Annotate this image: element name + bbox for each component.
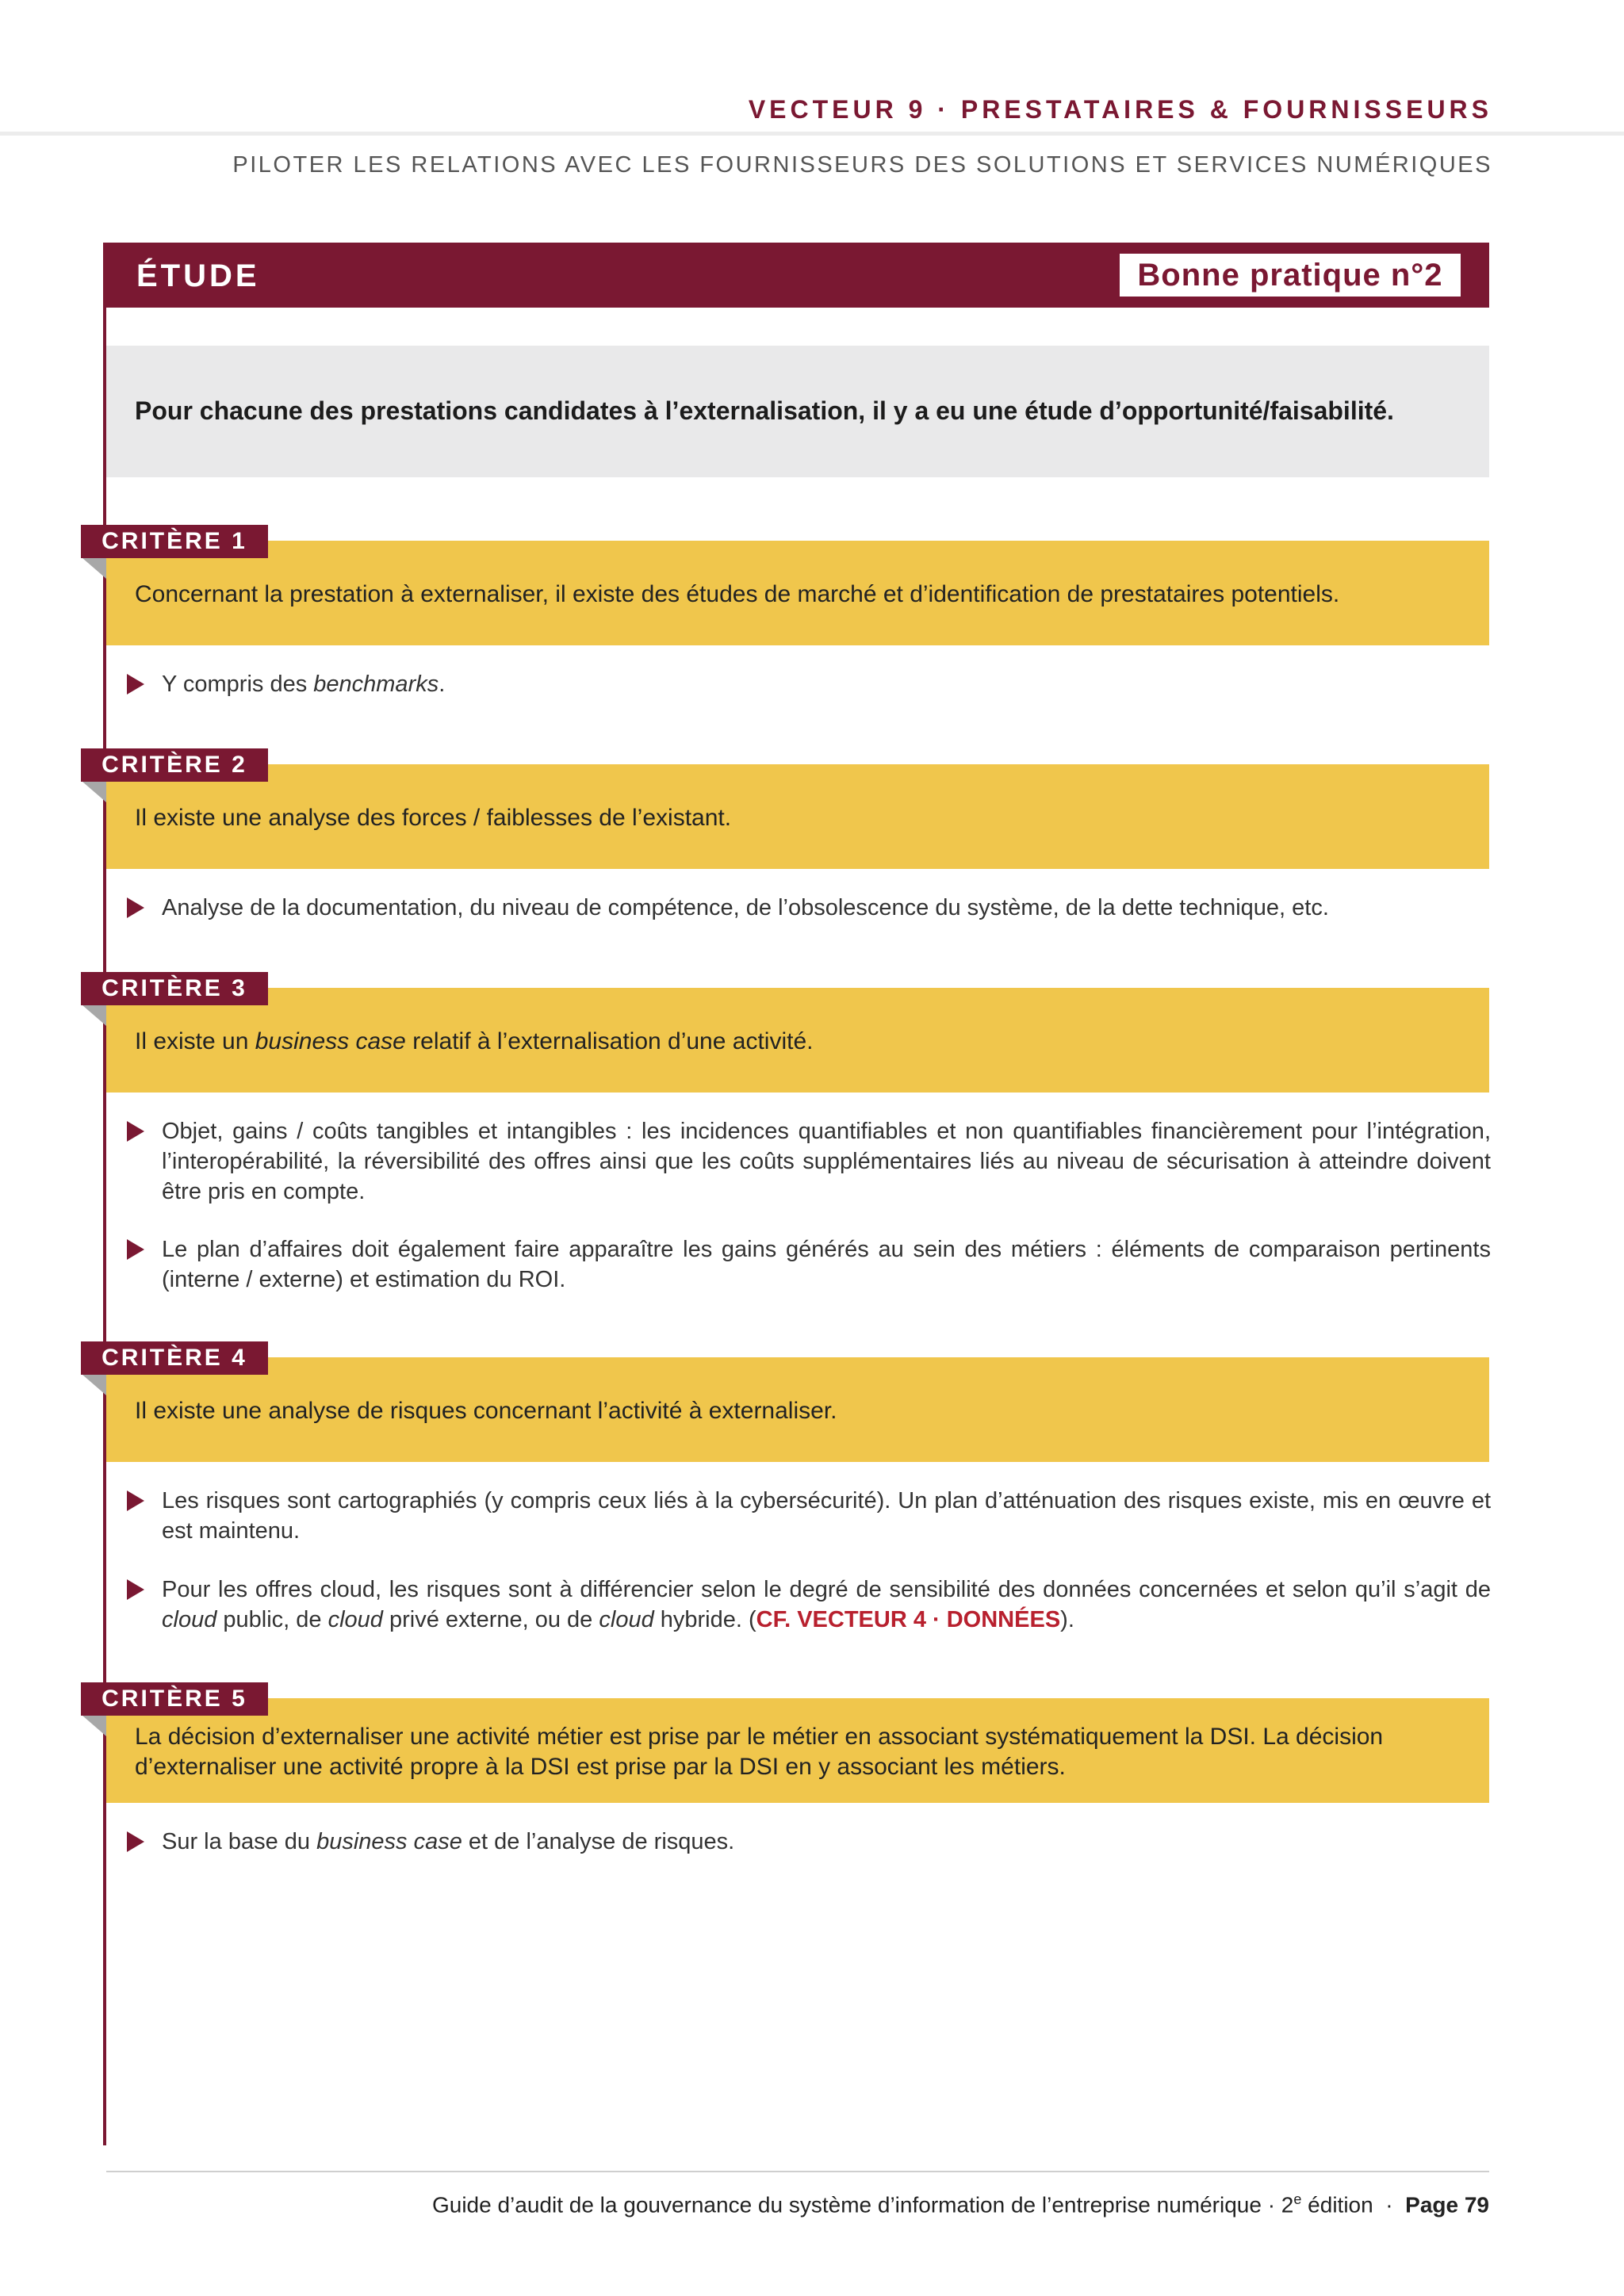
footer-divider (106, 2171, 1489, 2172)
criterion-2-text: Il existe une analyse des forces / faiblesses de l’existant. (135, 805, 732, 831)
criterion-5-fold (82, 1716, 106, 1736)
vector-subtitle: PILOTER LES RELATIONS AVEC LES FOURNISSEURS DES SOLUTIONS ET SERVICES NUMÉRIQUES (232, 152, 1492, 178)
best-practice-badge: Bonne pratique n°2 (1120, 254, 1461, 297)
list-item: Y compris des benchmarks. (127, 669, 1491, 699)
header-divider (0, 132, 1624, 136)
bullet-triangle-icon (127, 1579, 144, 1600)
criterion-5-tab: CRITÈRE 5 (81, 1682, 268, 1716)
criterion-4-tab: CRITÈRE 4 (81, 1341, 268, 1375)
criterion-5-text: La décision d’externaliser une activité métier est prise par le métier en associant systématiquement la DSI. La décision d’externaliser une activité propre à la DSI est prise par la DSI en y associant les métiers. (135, 1724, 1384, 1780)
criterion-4-fold (82, 1375, 106, 1395)
list-item: Les risques sont cartographiés (y compris ceux liés à la cybersécurité). Un plan d’atténuation des risques existe, mis en œuvre et est maintenu. (127, 1486, 1491, 1546)
criterion-1-text: Concernant la prestation à externaliser, il existe des études de marché et d’identification de prestataires potentiels. (135, 581, 1340, 607)
bullet-triangle-icon (127, 897, 144, 918)
list-item: Pour les offres cloud, les risques sont à différencier selon le degré de sensibilité des données concernées et selon qu’il s’agit de cloud public, de cloud privé externe, ou de cloud hybride. (CF. VECTEUR 4 · DONNÉES). (127, 1575, 1491, 1635)
intro-statement: Pour chacune des prestations candidates à l’externalisation, il y a eu une étude d’opportunité/faisabilité. (135, 396, 1394, 425)
criterion-2-fold (82, 782, 106, 802)
criterion-3-text: Il existe un business case relatif à l’externalisation d’une activité. (135, 1028, 814, 1054)
list-item: Analyse de la documentation, du niveau de compétence, de l’obsolescence du système, de la dette technique, etc. (127, 893, 1491, 923)
criterion-3-tab: CRITÈRE 3 (81, 972, 268, 1005)
list-item: Objet, gains / coûts tangibles et intangibles : les incidences quantifiables et non quantifiables financièrement pour l’intégration, l’interopérabilité, la réversibilité des offres ainsi que les coûts supplémentaires liés au niveau de sécurisation à atteindre doivent être pris en compte. (127, 1116, 1491, 1207)
criterion-2-tab: CRITÈRE 2 (81, 748, 268, 782)
criterion-1-tab: CRITÈRE 1 (81, 525, 268, 558)
bullet-triangle-icon (127, 1239, 144, 1260)
criterion-4-text: Il existe une analyse de risques concernant l’activité à externaliser. (135, 1398, 837, 1424)
bullet-triangle-icon (127, 674, 144, 695)
bullet-triangle-icon (127, 1490, 144, 1511)
bullet-triangle-icon (127, 1831, 144, 1852)
list-item: Sur la base du business case et de l’analyse de risques. (127, 1827, 1491, 1857)
list-item: Le plan d’affaires doit également faire apparaître les gains générés au sein des métiers : éléments de comparaison pertinents (interne / externe) et estimation du ROI. (127, 1234, 1491, 1295)
section-title: ÉTUDE (136, 258, 260, 293)
page-footer: Guide d’audit de la gouvernance du système d’information de l’entreprise numérique · $2^e$ édition · Page 79 (431, 2191, 1489, 2218)
vector-title: VECTEUR 9 · PRESTATAIRES & FOURNISSEURS (748, 95, 1492, 124)
criterion-3-fold (82, 1005, 106, 1026)
page-number: Page 79 (1405, 2192, 1489, 2218)
vector-4-reference-link[interactable]: CF. VECTEUR 4 · DONNÉES (756, 1607, 1061, 1632)
bullet-triangle-icon (127, 1121, 144, 1142)
criterion-1-fold (82, 558, 106, 579)
